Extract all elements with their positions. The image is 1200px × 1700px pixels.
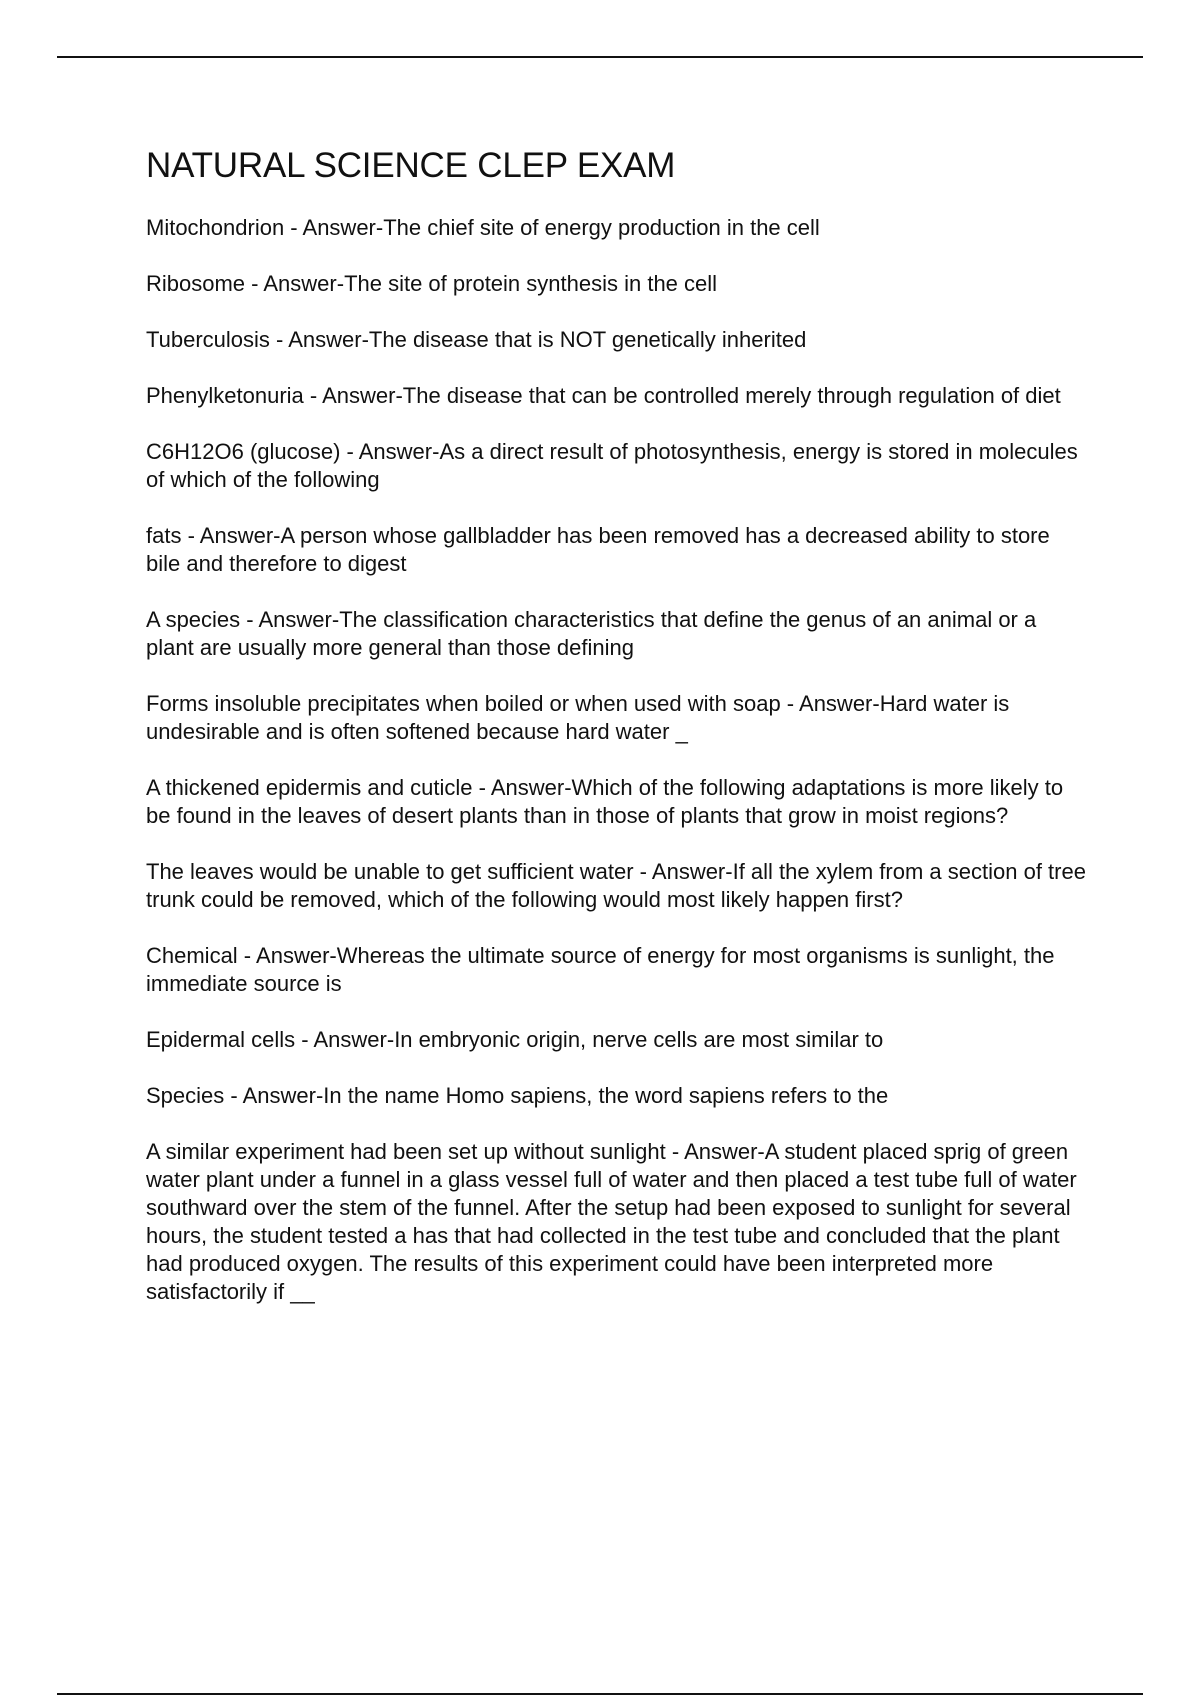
qa-item: Species - Answer-In the name Homo sapiens, the word sapiens refers to the — [146, 1083, 889, 1108]
page-title: NATURAL SCIENCE CLEP EXAM — [146, 146, 676, 185]
qa-item: A similar experiment had been set up without sunlight - Answer-A student placed sprig of green water plant under a funnel in a glass vessel full of water and then placed a test tube full of water southward over the stem of the funnel. After the setup had been exposed to sunlight for several hours, the student tested a has that had collected in the test tube and concluded that the plant had produced oxygen. The results of this experiment could have been interpreted more satisfactorily if __ — [146, 1139, 1077, 1304]
qa-item: Epidermal cells - Answer-In embryonic origin, nerve cells are most similar to — [146, 1027, 884, 1052]
document-body — [146, 142, 1086, 1334]
qa-item: Ribosome - Answer-The site of protein synthesis in the cell — [146, 271, 718, 296]
qa-item: C6H12O6 (glucose) - Answer-As a direct result of photosynthesis, energy is stored in molecules of which of the following — [146, 439, 1078, 492]
qa-item: fats - Answer-A person whose gallbladder has been removed has a decreased ability to store bile and therefore to digest — [146, 523, 1050, 576]
qa-item: Chemical - Answer-Whereas the ultimate source of energy for most organisms is sunlight, the immediate source is — [146, 943, 1055, 996]
top-rule — [57, 56, 1143, 58]
qa-item: Phenylketonuria - Answer-The disease that can be controlled merely through regulation of diet — [146, 383, 1061, 408]
qa-item: The leaves would be unable to get sufficient water - Answer-If all the xylem from a section of tree trunk could be removed, which of the following would most likely happen first? — [146, 859, 1086, 912]
qa-item: A species - Answer-The classification characteristics that define the genus of an animal or a plant are usually more general than those defining — [146, 607, 1037, 660]
qa-item: A thickened epidermis and cuticle - Answer-Which of the following adaptations is more likely to be found in the leaves of desert plants than in those of plants that grow in moist regions? — [146, 775, 1064, 828]
qa-list — [146, 214, 1086, 1306]
bottom-rule — [57, 1693, 1143, 1695]
qa-item: Tuberculosis - Answer-The disease that is NOT genetically inherited — [146, 327, 807, 352]
qa-item: Forms insoluble precipitates when boiled or when used with soap - Answer-Hard water is undesirable and is often softened because hard water _ — [146, 691, 1010, 744]
qa-item: Mitochondrion - Answer-The chief site of energy production in the cell — [146, 215, 820, 240]
